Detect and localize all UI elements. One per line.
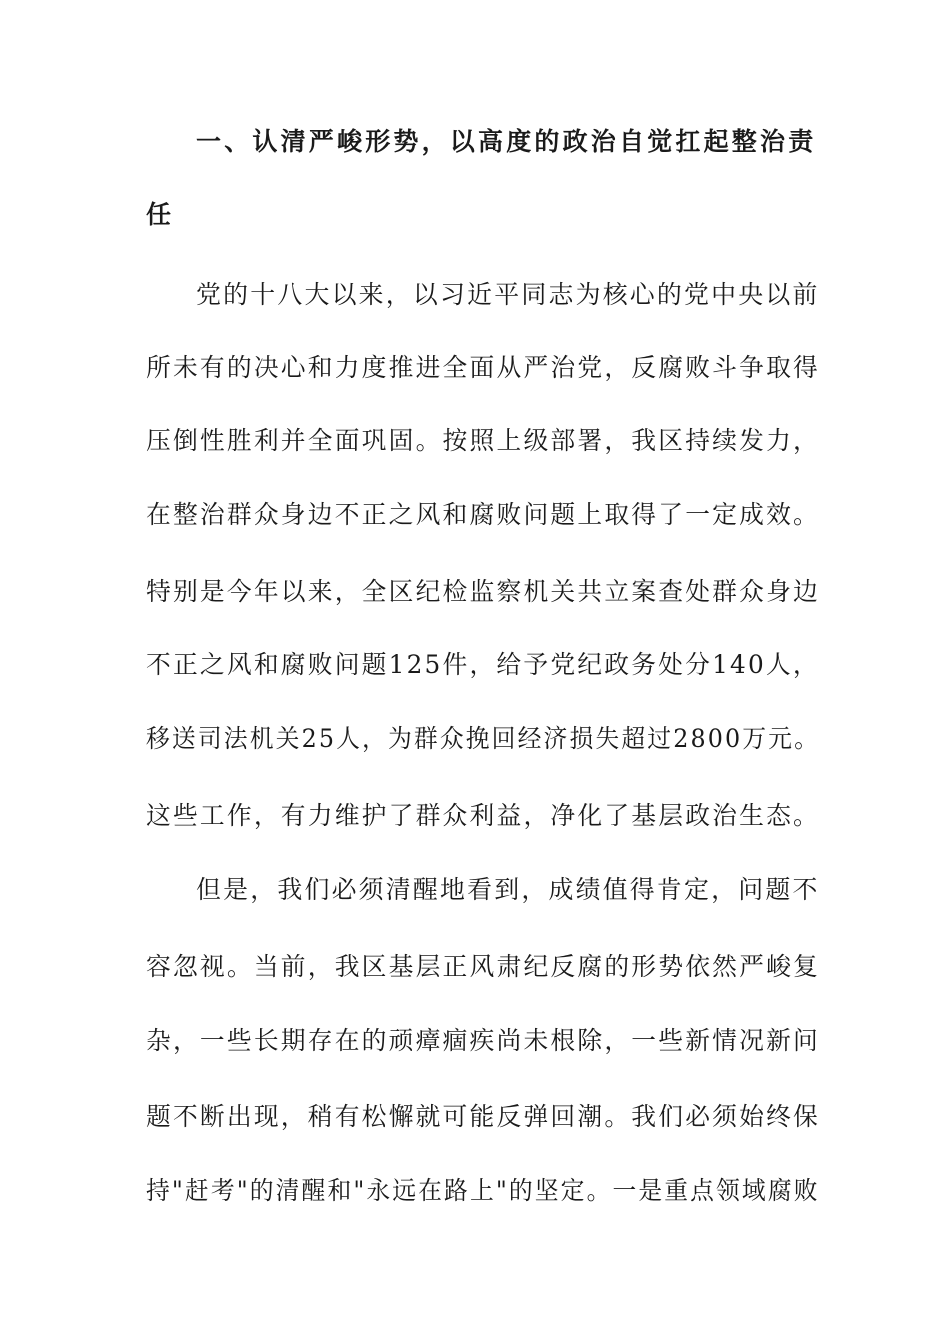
paragraph-2-line-1: 但是，我们必须清醒地看到，成绩值得肯定，问题不 — [196, 875, 820, 904]
paragraph-2-line-4: 题不断出现，稍有松懈就可能反弹回潮。我们必须始终保 — [146, 1102, 821, 1131]
section-heading-line-1: 一、认清严峻形势，以高度的政治自觉扛起整治责 — [196, 127, 817, 156]
paragraph-1-line-2: 所未有的决心和力度推进全面从严治党，反腐败斗争取得 — [146, 353, 821, 382]
section-heading-line-2: 任 — [146, 200, 175, 229]
paragraph-1-line-8: 这些工作，有力维护了群众利益，净化了基层政治生态。 — [146, 801, 821, 830]
paragraph-1-line-6: 不正之风和腐败问题125件，给予党纪政务处分140人， — [146, 650, 820, 679]
paragraph-1-line-3: 压倒性胜利并全面巩固。按照上级部署，我区持续发力， — [146, 426, 821, 455]
paragraph-2-line-3: 杂，一些长期存在的顽瘴痼疾尚未根除，一些新情况新问 — [146, 1026, 821, 1055]
paragraph-1-line-1: 党的十八大以来，以习近平同志为核心的党中央以前 — [196, 280, 820, 309]
paragraph-1-line-5: 特别是今年以来，全区纪检监察机关共立案查处群众身边 — [146, 577, 821, 606]
paragraph-1-line-7: 移送司法机关25人，为群众挽回经济损失超过2800万元。 — [146, 724, 821, 753]
paragraph-2-line-5: 持"赶考"的清醒和"永远在路上"的坚定。一是重点领域腐败 — [146, 1176, 820, 1205]
paragraph-1-line-4: 在整治群众身边不正之风和腐败问题上取得了一定成效。 — [146, 500, 821, 529]
paragraph-2-line-2: 容忽视。当前，我区基层正风肃纪反腐的形势依然严峻复 — [146, 952, 821, 981]
